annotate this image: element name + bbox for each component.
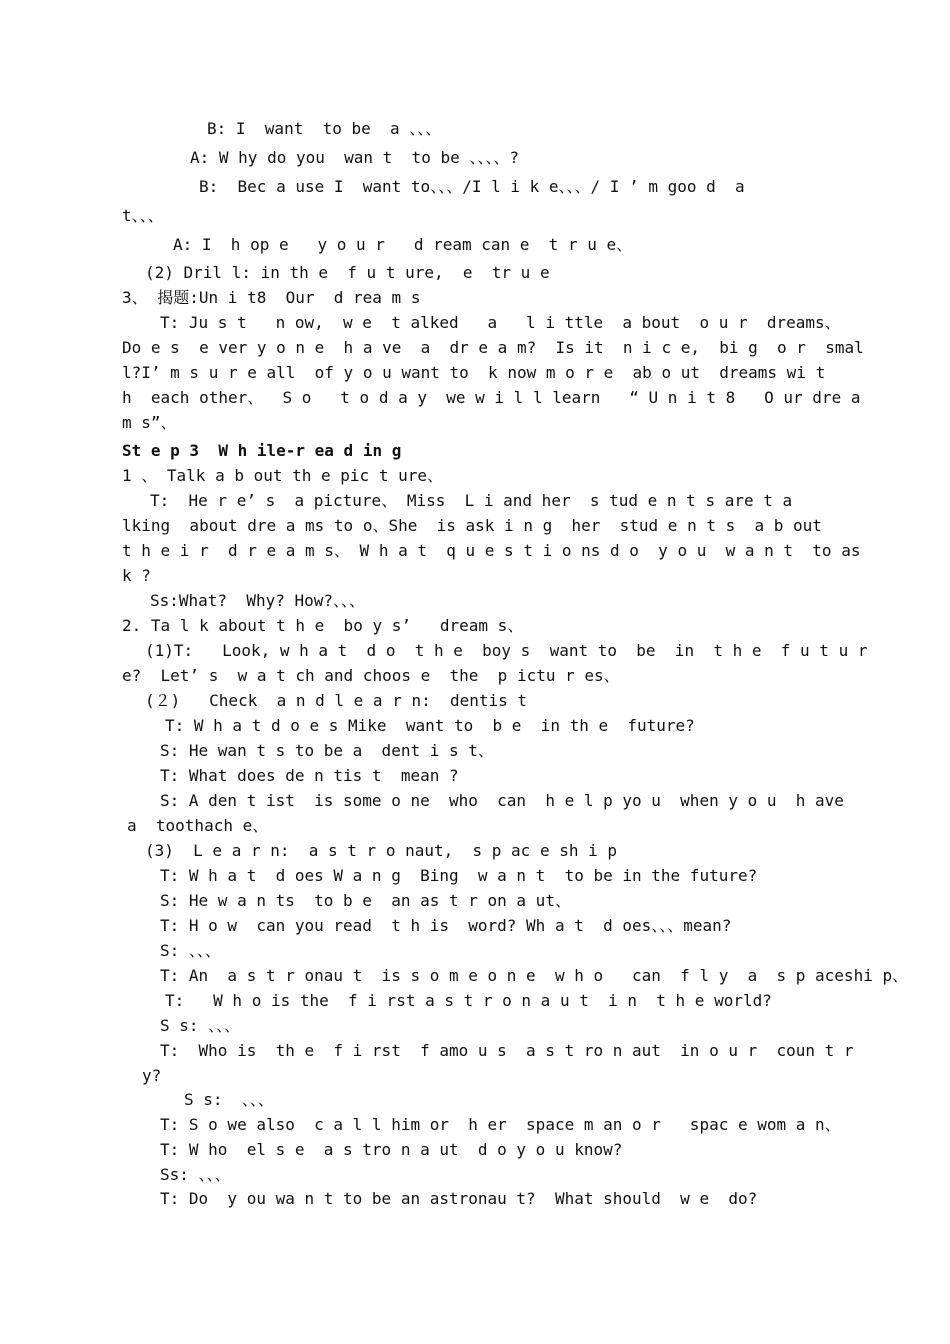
- dialogue-line-b-want: B: I want to be a 、、、: [207, 119, 442, 138]
- subsection-dentist: (２) Check a n d l e a r n: dentis t: [145, 691, 528, 710]
- dialogue-line-a-hope: A: I h op e y o u r d ream can e t r u e、: [173, 235, 633, 254]
- teacher-paragraph-line: l?I’ m s u r e all of y o u want to k now m o r e ab o ut dreams wi t: [122, 363, 826, 382]
- step3-heading: St e p 3 W h ile-r ea d in g: [122, 441, 402, 460]
- dialogue-line-b-because-cont: t、、、: [122, 206, 164, 225]
- dialogue-line: S s: 、、、: [184, 1090, 274, 1109]
- teacher-paragraph-line: m s”、: [122, 413, 177, 432]
- dialogue-line: T: Who is th e f i rst f amo u s a s t ro n aut in o u r coun t r: [160, 1041, 854, 1060]
- dialogue-line-a-why: A: W hy do you wan t to be 、、、、?: [190, 148, 519, 167]
- dialogue-line: S: A den t ist is some o ne who can h e l p yo u when y o u h ave: [160, 791, 844, 810]
- dialogue-line: T: S o we also c a l l him or h er space m an o r spac e wom a n、: [160, 1115, 841, 1134]
- dialogue-line: S s: 、、、: [160, 1016, 241, 1035]
- teacher-paragraph-line: T: He r e’ s a picture、 Miss L i and her s tud e n t s are t a: [150, 491, 793, 510]
- dialogue-line: T: An a s t r onau t is s o m e o n e w h o can f l y a s p aceshi p、: [160, 966, 909, 985]
- teacher-paragraph-line: t h e i r d r e a m s、 W h a t q u e s t i o ns d o y o u w a n t to as: [122, 541, 861, 560]
- dialogue-line: S: He w a n ts to b e an as t r on a ut、: [160, 891, 571, 910]
- dialogue-line: T: W h a t d o e s Mike want to b e in th e future?: [165, 716, 695, 735]
- teacher-paragraph-line: lking about dre a ms to o、She is ask i n g her stud e n t s a b out: [122, 516, 822, 535]
- dialogue-line: T: W ho el s e a s tro n a ut d o y o u know?: [160, 1140, 623, 1159]
- dialogue-line: T: What does de n tis t mean ?: [160, 766, 459, 785]
- dialogue-line-cont: a toothach e、: [127, 816, 269, 835]
- dialogue-line: T: Do y ou wa n t to be an astronau t? What should w e do?: [160, 1189, 758, 1208]
- dialogue-line: T: W h a t d oes W a n g Bing w a n t to be in the future?: [160, 866, 758, 885]
- teacher-paragraph-line: T: Ju s t n ow, w e t alked a l i ttle a bout o u r dreams、: [160, 313, 841, 332]
- students-line: Ss:What? Why? How?、、、: [150, 591, 366, 610]
- teacher-paragraph-line: e? Let’ s w a t ch and choos e the p ictu r es、: [122, 666, 620, 685]
- subsection-astronaut: (3) L e a r n: a s t r o naut, s p ac e sh i p: [145, 841, 618, 860]
- teacher-paragraph-line: Do e s e ver y o n e h a ve a dr e a m? Is it n i c e, bi g o r smal: [122, 338, 864, 357]
- dialogue-line: T: H o w can you read t h is word? Wh a t d oes、、、mean?: [160, 916, 732, 935]
- dialogue-line: Ss: 、、、: [160, 1165, 231, 1184]
- dialogue-line-cont: y?: [142, 1066, 162, 1085]
- dialogue-line: S: 、、、: [160, 941, 221, 960]
- teacher-paragraph-line: (1)T: Look, w h a t d o t h e boy s want to be in t h e f u t u r: [145, 641, 868, 660]
- dialogue-line: S: He wan t s to be a dent i s t、: [160, 741, 494, 760]
- topic-line: 3、 揭题:Un i t8 Our d rea m s: [122, 288, 421, 307]
- dialogue-line: T: W h o is the f i rst a s t r o n a u t i n t h e world?: [165, 991, 772, 1010]
- teacher-paragraph-line: h each other、 S o t o d a y we w i l l learn “ U n i t 8 O ur dre a: [122, 388, 861, 407]
- dialogue-line-b-because: B: Bec a use I want to、、、/I l i k e、、、/ I ’ m goo d a: [199, 177, 745, 196]
- section-talk-dreams: 2. Ta l k about t h e bo y s’ dream s、: [122, 616, 524, 635]
- drill-line: (2) Dril l: in th e f u t ure, e tr u e: [145, 263, 550, 282]
- teacher-paragraph-line: k ?: [122, 566, 151, 585]
- section-talk-picture: 1 、 Talk a b out th e pic t ure、: [122, 466, 443, 485]
